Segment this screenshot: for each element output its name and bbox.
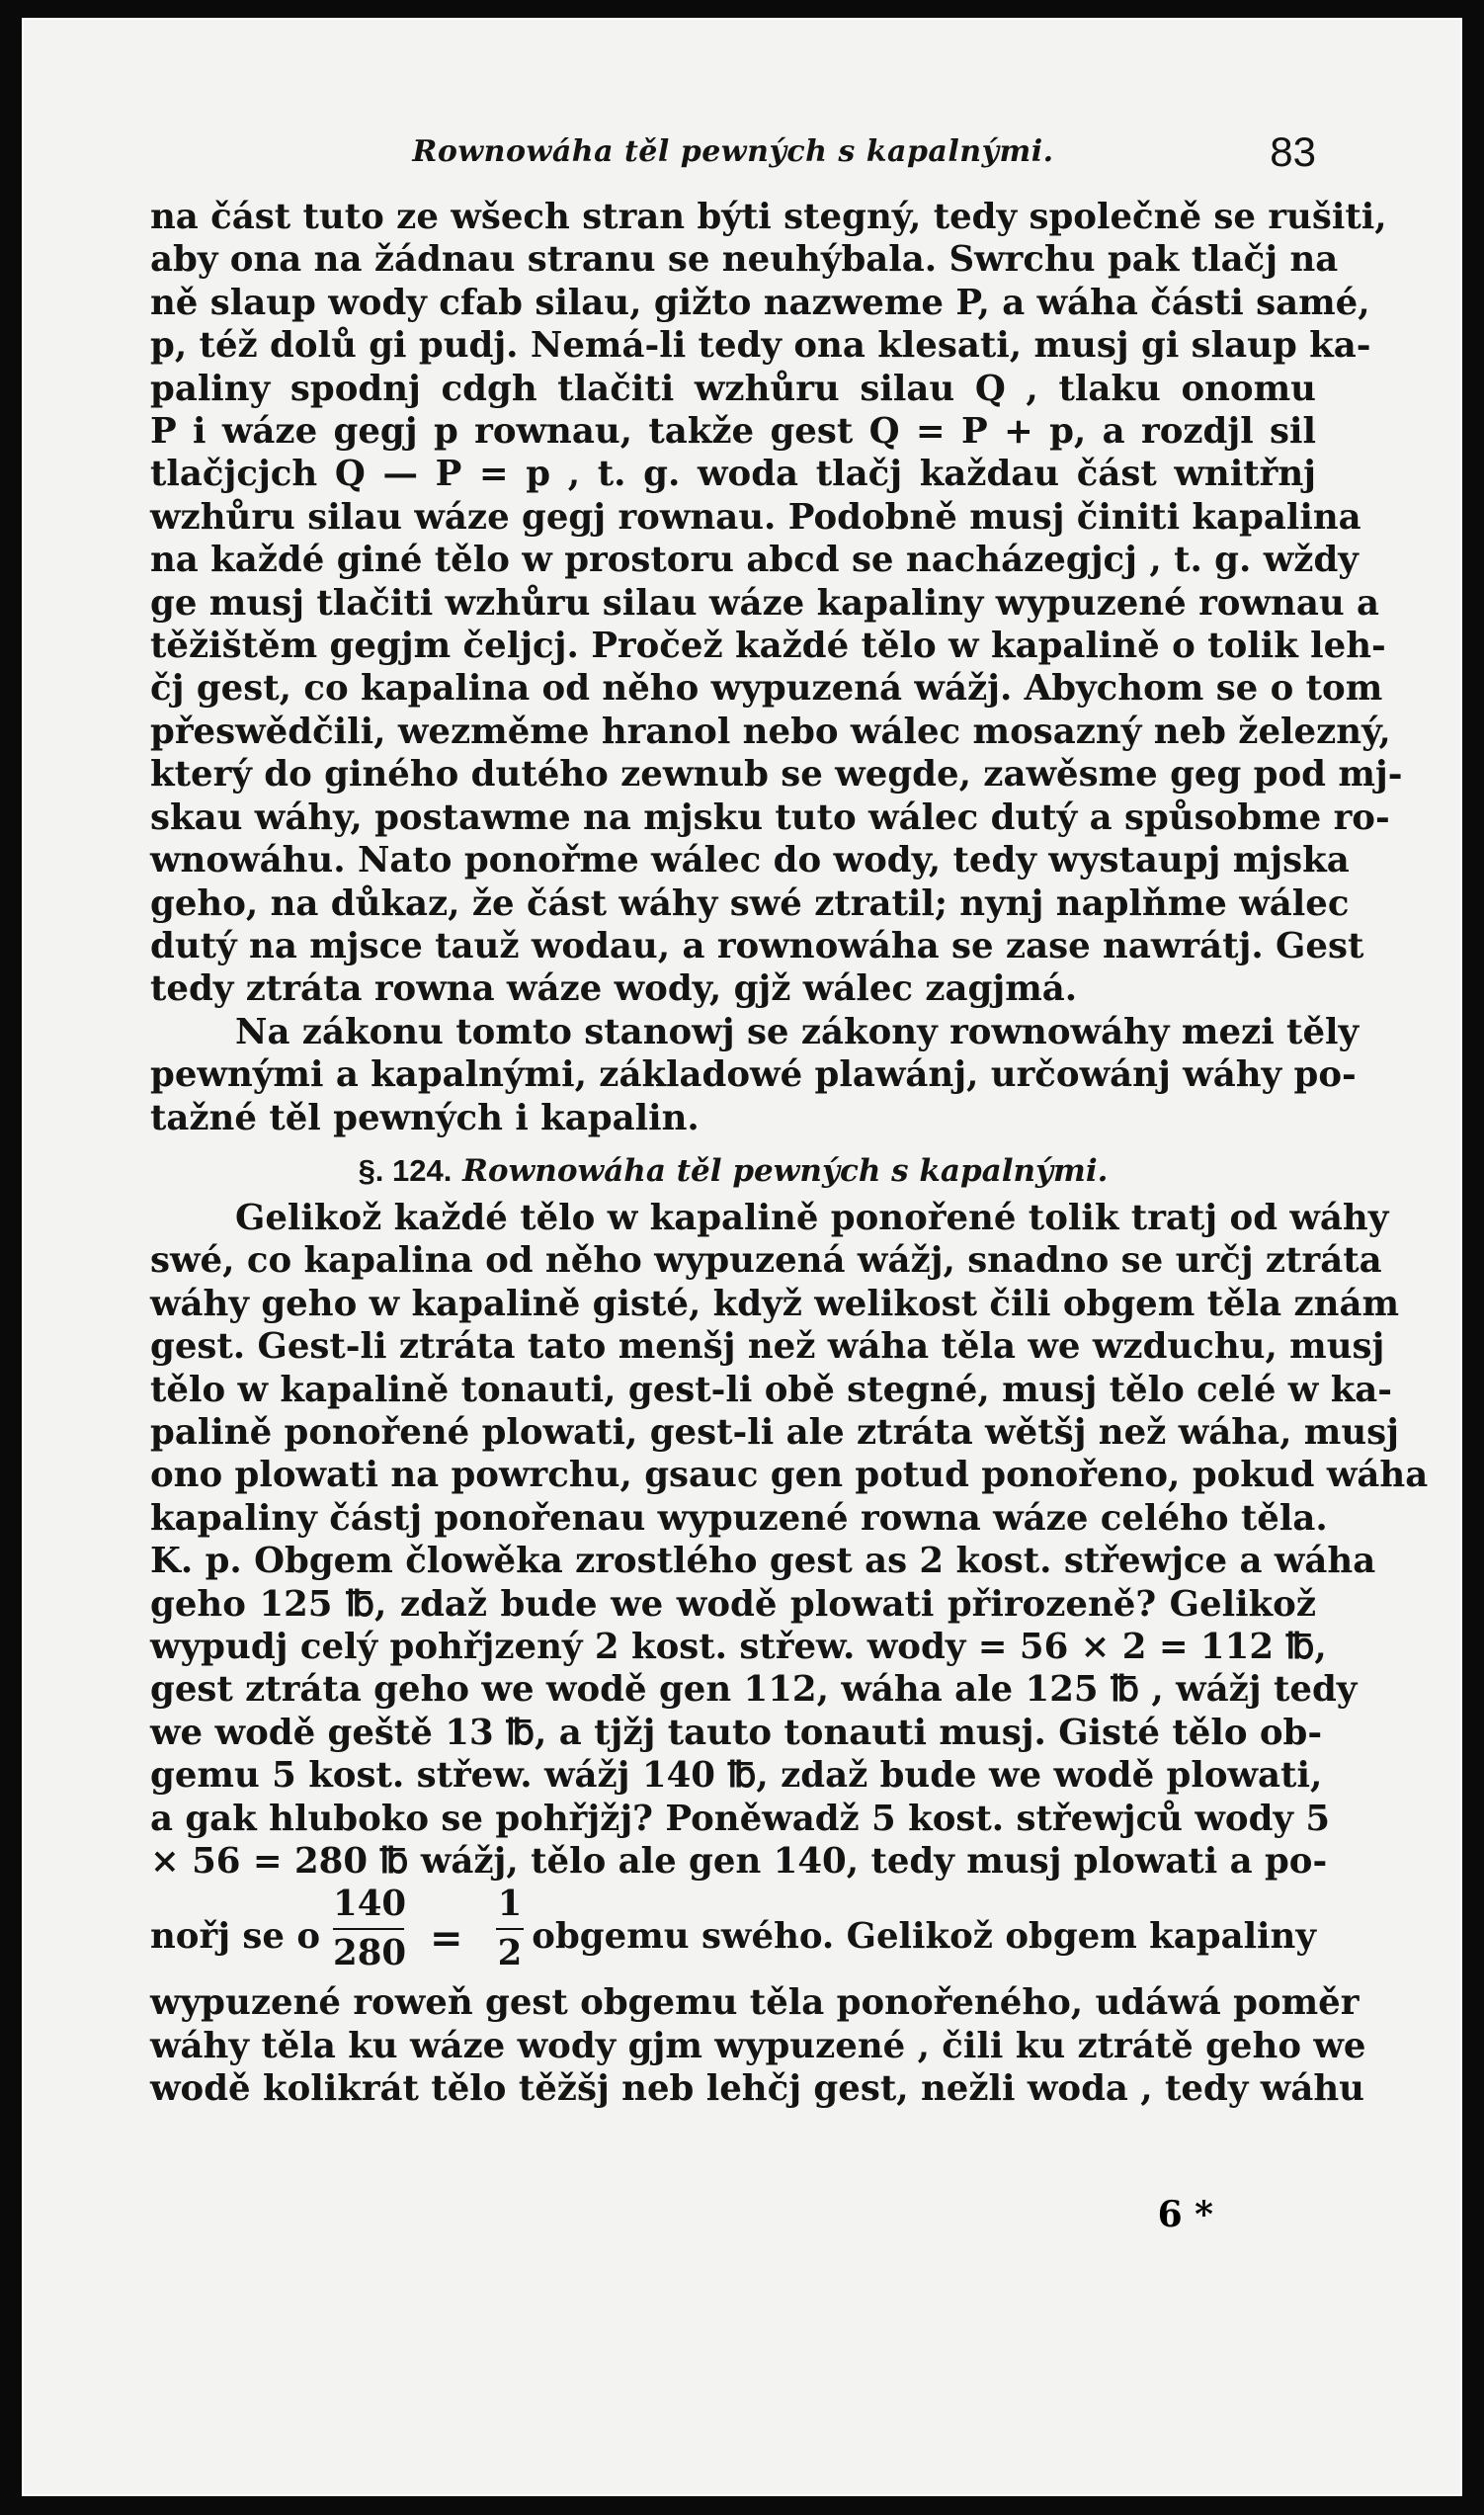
paragraph-4	[150, 1981, 1366, 2110]
text-line: ono plowati na powrchu, gsauc gen potud ponořeno, pokud wáha	[150, 1455, 1429, 1496]
text-line: přeswědčili, wezměme hranol nebo wálec mosazný neb železný,	[150, 711, 1391, 752]
paragraph-3	[150, 1197, 1429, 1884]
fraction-lead-text: nořj se o	[150, 1916, 321, 1958]
text-line: tělo w kapalině tonauti, gest-li obě stegné, musj tělo celé w ka-	[150, 1369, 1393, 1410]
section-number: §. 124.	[358, 1152, 453, 1188]
book-page	[22, 18, 1462, 2496]
text-line: geho, na důkaz, že část wáhy swé ztratil; nynj naplňme wálec	[150, 882, 1350, 924]
text-line: pewnými a kapalnými, základowé plawánj, určowánj wáhy po-	[150, 1054, 1357, 1096]
text-line: geho 125 ℔, zdaž bude we wodě plowati přirozeně? Gelikož	[150, 1583, 1316, 1625]
fraction-140-280	[333, 1883, 407, 1975]
catchword: 6 *	[1157, 2194, 1213, 2235]
text-line: P i wáze gegj p rownau, takže gest Q = P + p, a rozdjl sil	[150, 411, 1316, 453]
text-line: × 56 = 280 ℔ wážj, tělo ale gen 140, tedy musj plowati a po-	[150, 1841, 1328, 1883]
text-line: který do giného dutého zewnub se wegde, zawěsme geg pod mj-	[150, 754, 1403, 796]
text-line: gest. Gest-li ztráta tato menšj než wáha těla we wzduchu, musj	[150, 1326, 1385, 1368]
text-line: čj gest, co kapalina od něho wypuzená wážj. Abychom se o tom	[150, 668, 1383, 710]
text-line: Na zákonu tomto stanowj se zákony rownowáhy mezi těly	[235, 1011, 1360, 1052]
text-line: Gelikož každé tělo w kapalině ponořené tolik tratj od wáhy	[235, 1197, 1389, 1238]
text-line: ně slaup wody cfab silau, gižto nazweme P, a wáha části samé,	[150, 282, 1370, 323]
section-title: Rownowáha těl pewných s kapalnými.	[462, 1152, 1109, 1189]
fraction-bar	[333, 1928, 404, 1930]
text-line: p, též dolů gi pudj. Nemá-li tedy ona klesati, musj gi slaup ka-	[150, 325, 1371, 367]
fraction-trail-text: obgemu swého. Gelikož obgem kapaliny	[532, 1916, 1316, 1958]
text-line: na část tuto ze wšech stran býti stegný, tedy společně se rušiti,	[150, 197, 1387, 237]
text-line: we wodě geště 13 ℔, a tjžj tauto tonauti musj. Gisté tělo ob-	[150, 1712, 1323, 1753]
section-heading	[150, 1149, 1316, 1193]
text-line: tlačjcjch Q — P = p , t. g. woda tlačj každau část wnitřnj	[150, 454, 1316, 495]
text-line: tažné těl pewných i kapalin.	[150, 1097, 700, 1138]
text-line: wypudj celý pohřjzený 2 kost. střew. wody = 56 × 2 = 112 ℔,	[150, 1627, 1327, 1667]
fraction-denominator: 2	[497, 1933, 523, 1974]
paragraph-2	[150, 1011, 1360, 1139]
text-line: aby ona na žádnau stranu se neuhýbala. Swrchu pak tlačj na	[150, 239, 1339, 281]
equals-sign: =	[430, 1915, 463, 1963]
text-line: ge musj tlačiti wzhůru silau wáze kapaliny wypuzené rownau a	[150, 582, 1380, 624]
text-line: wnowáhu. Nato ponořme wálec do wody, tedy wystaupj mjska	[150, 840, 1350, 881]
page-content	[150, 126, 1429, 2111]
text-line: wodě kolikrát tělo těžšj neb lehčj gest, nežli woda , tedy wáhu	[150, 2068, 1364, 2110]
fraction-1-2	[496, 1883, 524, 1975]
text-line: tedy ztráta rowna wáze wody, gjž wálec zagjmá.	[150, 968, 1078, 1010]
text-line: K. p. Obgem člowěka zrostlého gest as 2 kost. střewjce a wáha	[150, 1541, 1376, 1582]
running-head	[150, 126, 1316, 196]
fraction-numerator: 1	[497, 1884, 523, 1925]
fraction-denominator: 280	[333, 1933, 407, 1974]
text-line: na každé giné tělo w prostoru abcd se nacházegjcj , t. g. wždy	[150, 540, 1359, 581]
text-line: gest ztráta geho we wodě gen 112, wáha ale 125 ℔ , wážj tedy	[150, 1669, 1358, 1711]
text-line: těžištěm gegjm čeljcj. Pročež každé tělo w kapalině o tolik leh-	[150, 626, 1386, 667]
fraction-line	[150, 1883, 1316, 1981]
text-line: gemu 5 kost. střew. wážj 140 ℔, zdaž bude we wodě plowati,	[150, 1755, 1323, 1797]
text-line: wáhy těla ku wáze wody gjm wypuzené , čili ku ztrátě geho we	[150, 2025, 1366, 2066]
text-line: skau wáhy, postawme na mjsku tuto wálec dutý a spůsobme ro-	[150, 796, 1390, 838]
text-line: palině ponořené plowati, gest-li ale ztráta wětšj než wáha, musj	[150, 1411, 1399, 1453]
text-line: swé, co kapalina od něho wypuzená wážj, snadno se určj ztráta	[150, 1240, 1382, 1282]
page-number: 83	[1270, 128, 1316, 175]
text-line: wzhůru silau wáze gegj rownau. Podobně musj činiti kapalina	[150, 496, 1361, 538]
text-line: dutý na mjsce tauž wodau, a rownowáha se zase nawrátj. Gest	[150, 925, 1364, 966]
fraction-numerator: 140	[333, 1884, 407, 1925]
text-line: kapaliny částj ponořenau wypuzené rowna wáze celého těla.	[150, 1497, 1328, 1539]
text-line: a gak hluboko se pohřjžj? Poněwadž 5 kost. střewjců wody 5	[150, 1798, 1331, 1839]
text-line: paliny spodnj cdgh tlačiti wzhůru silau Q , tlaku onomu	[150, 368, 1316, 409]
paragraph-1	[150, 196, 1403, 1011]
running-title: Rownowáha těl pewných s kapalnými.	[412, 134, 1054, 169]
fraction-bar	[496, 1928, 524, 1930]
text-line: wypuzené roweň gest obgemu těla ponořeného, udáwá poměr	[150, 1982, 1360, 2024]
text-line: wáhy geho w kapalině gisté, když welikost čili obgem těla znám	[150, 1283, 1400, 1324]
